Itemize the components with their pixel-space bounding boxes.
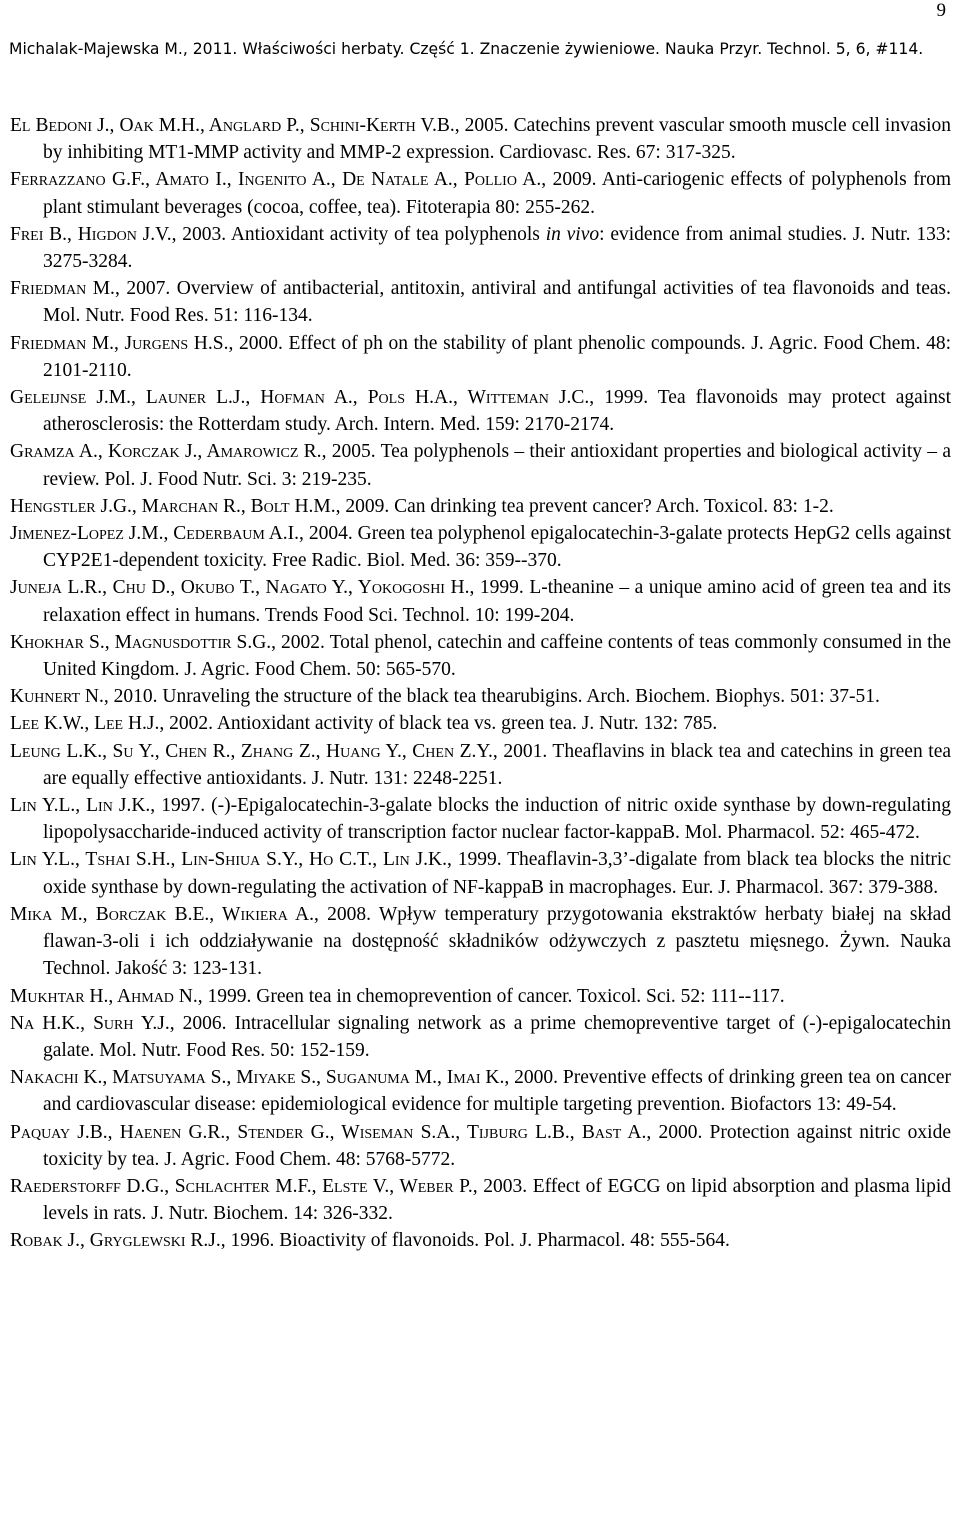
- reference-item: [10, 1173, 951, 1227]
- reference-text: , 2009. Can drinking tea prevent cancer? Arch. Toxicol. 83: 1-2.: [335, 495, 834, 517]
- reference-item: [10, 275, 951, 329]
- reference-authors: Ferrazzano G.F., Amato I., Ingenito A., De Natale A., Pollio A.: [10, 169, 542, 191]
- reference-authors: El Bedoni J., Oak M.H., Anglard P., Schini-Kerth V.B.: [10, 115, 455, 136]
- reference-authors: Leung L.K., Su Y., Chen R., Zhang Z., Huang Y., Chen Z.Y.: [10, 740, 493, 762]
- reference-italic-term: in vivo: [545, 223, 600, 245]
- reference-text: , 2005. Catechins prevent vascular smooth muscle cell invasion by inhibiting MT1-MMP activity and MMP-2 expression. Cardiovasc. Res. 67: 317-325.: [43, 115, 951, 164]
- reference-authors: Friedman M., Jurgens H.S.: [10, 332, 229, 354]
- reference-text: , 2000. Preventive effects of drinking green tea on cancer and cardiovascular disease: epidemiological evidence for multiple targeting prevention. Biofactors 13: 49-54.: [43, 1067, 952, 1116]
- reference-text: , 2002. Total phenol, catechin and caffeine contents of teas commonly consumed in the United Kingdom. J. Agric. Food Chem. 50: 565-570.: [43, 631, 951, 681]
- reference-item: [10, 792, 951, 846]
- reference-text: , 2004. Green tea polyphenol epigalocatechin-3-galate protects HepG2 cells against CYP2E1-dependent toxicity. Free Radic. Biol. Med. 36: 359--370.: [43, 523, 951, 572]
- reference-text: , 1999. Tea flavonoids may protect against atherosclerosis: the Rotterdam study. Arch. Intern. Med. 159: 2170-2174.: [43, 387, 952, 436]
- reference-authors: Lee K.W., Lee H.J.: [10, 713, 160, 735]
- reference-authors: Robak J., Gryglewski R.J.: [10, 1230, 221, 1252]
- reference-item: [10, 221, 951, 275]
- reference-authors: Hengstler J.G., Marchan R., Bolt H.M.: [10, 495, 336, 517]
- reference-authors: Frei B., Higdon J.V.: [10, 223, 172, 245]
- reference-text: , 1999. Theaflavin-3,3’-digalate from black tea blocks the nitric oxide synthase by down-regulating the activation of NF-kappaB in macrophages. Eur. J. Pharmacol. 367: 379-388.: [43, 849, 951, 898]
- reference-item: [10, 493, 951, 520]
- reference-authors: Mukhtar H., Ahmad N.: [10, 985, 198, 1007]
- reference-item: [10, 1010, 951, 1064]
- reference-text: , 2000. Protection against nitric oxide toxicity by tea. J. Agric. Food Chem. 48: 5768-5772.: [43, 1121, 951, 1170]
- reference-authors: Juneja L.R., Chu D., Okubo T., Nagato Y., Yokogoshi H.: [10, 577, 470, 599]
- reference-text: , 2003. Effect of EGCG on lipid absorption and plasma lipid levels in rats. J. Nutr. Biochem. 14: 326-332.: [43, 1175, 951, 1225]
- reference-authors: Mika M., Borczak B.E., Wikiera A.: [10, 903, 315, 925]
- reference-text: , 2008. Wpływ temperatury przygotowania ekstraktów herbaty białej na skład flawan-3-oli i ich oddziaływanie na dostępność składników odżywczych z pasztetu mięsnego. Żywn. Nauka Technol. Jakość 3: 123-131.: [43, 903, 952, 980]
- reference-text: , 2003. Antioxidant activity of tea polyphenols: [171, 223, 546, 245]
- reference-text: , 2006. Intracellular signaling network as a prime chemopreventive target of (-)-epigalocatechin galate. Mol. Nutr. Food Res. 50: 152-159.: [43, 1012, 951, 1061]
- reference-item: [10, 438, 951, 492]
- reference-item: [10, 1119, 951, 1173]
- reference-authors: Lin Y.L., Tshai S.H., Lin-Shiua S.Y., Ho C.T., Lin J.K.: [10, 849, 447, 871]
- reference-text: , 1999. Green tea in chemoprevention of cancer. Toxicol. Sci. 52: 111--117.: [197, 985, 785, 1007]
- reference-text: , 2002. Antioxidant activity of black tea vs. green tea. J. Nutr. 132: 785.: [159, 713, 718, 735]
- reference-item: [10, 1064, 951, 1118]
- reference-authors: Kuhnert N.: [10, 686, 104, 708]
- reference-text: , 1999. L-theanine – a unique amino acid of green tea and its relaxation effect in humans. Trends Food Sci. Technol. 10: 199-204.: [43, 577, 951, 626]
- reference-text: , 2001. Theaflavins in black tea and catechins in green tea are equally effective antioxidants. J. Nutr. 131: 2248-2251.: [43, 740, 952, 789]
- reference-text: , 2009. Anti-cariogenic effects of polyphenols from plant stimulant beverages (cocoa, coffee, tea). Fitoterapia 80: 255-262.: [43, 169, 951, 218]
- reference-authors: Na H.K., Surh Y.J.: [10, 1012, 170, 1034]
- reference-authors: Friedman M.: [10, 278, 115, 300]
- reference-text: , 1997. (-)-Epigalocatechin-3-galate blocks the induction of nitric oxide synthase by down-regulating lipopolysaccharide-induced activity of transcription factor nuclear factor-kappaB. Mol. Pharmacol. 52: 465-472.: [43, 795, 951, 844]
- reference-item: [10, 846, 951, 900]
- reference-text: , 2000. Effect of ph on the stability of plant phenolic compounds. J. Agric. Food Chem. 48: 2101-2110.: [43, 332, 952, 381]
- reference-item: [10, 330, 951, 384]
- reference-item: [10, 1227, 951, 1254]
- reference-item: [10, 629, 951, 683]
- reference-item: [10, 710, 951, 737]
- running-head: Michalak-Majewska M., 2011. Właściwości herbaty. Część 1. Znaczenie żywieniowe. Nauka Przyr. Technol. 5, 6, #114.: [9, 40, 924, 58]
- reference-item: [10, 983, 951, 1010]
- reference-authors: Geleijnse J.M., Launer L.J., Hofman A., Pols H.A., Witteman J.C.: [10, 387, 590, 409]
- reference-item: [10, 520, 951, 574]
- reference-authors: Paquay J.B., Haenen G.R., Stender G., Wiseman S.A., Tijburg L.B., Bast A.: [10, 1121, 647, 1143]
- reference-text-continued: : evidence from animal studies. J. Nutr. 133: 3275-3284.: [43, 223, 951, 273]
- reference-authors: Nakachi K., Matsuyama S., Miyake S., Suganuma M., Imai K.: [10, 1067, 505, 1089]
- reference-item: [10, 112, 951, 166]
- reference-authors: Raederstorff D.G., Schlachter M.F., Elste V., Weber P.: [10, 1175, 473, 1197]
- reference-item: [10, 683, 951, 710]
- reference-authors: Khokhar S., Magnusdottir S.G.: [10, 631, 272, 653]
- reference-item: [10, 166, 951, 220]
- reference-text: , 2010. Unraveling the structure of the black tea thearubigins. Arch. Biochem. Biophys. 501: 37-51.: [103, 686, 880, 708]
- page-number: 9: [936, 0, 946, 21]
- reference-item: [10, 901, 951, 983]
- reference-authors: Jimenez-Lopez J.M., Cederbaum A.I.: [10, 523, 300, 545]
- reference-list: [10, 112, 951, 1255]
- reference-item: [10, 384, 951, 438]
- reference-item: [10, 738, 951, 792]
- reference-text: , 2007. Overview of antibacterial, antitoxin, antiviral and antifungal activities of tea flavonoids and teas. Mol. Nutr. Food Res. 51: 116-134.: [43, 278, 951, 327]
- reference-text: , 2005. Tea polyphenols – their antioxidant properties and biological activity – a review. Pol. J. Food Nutr. Sci. 3: 219-235.: [43, 441, 951, 490]
- reference-authors: Gramza A., Korczak J., Amarowicz R.: [10, 441, 322, 463]
- reference-item: [10, 574, 951, 628]
- reference-authors: Lin Y.L., Lin J.K.: [10, 795, 151, 817]
- reference-text: , 1996. Bioactivity of flavonoids. Pol. J. Pharmacol. 48: 555-564.: [220, 1230, 730, 1252]
